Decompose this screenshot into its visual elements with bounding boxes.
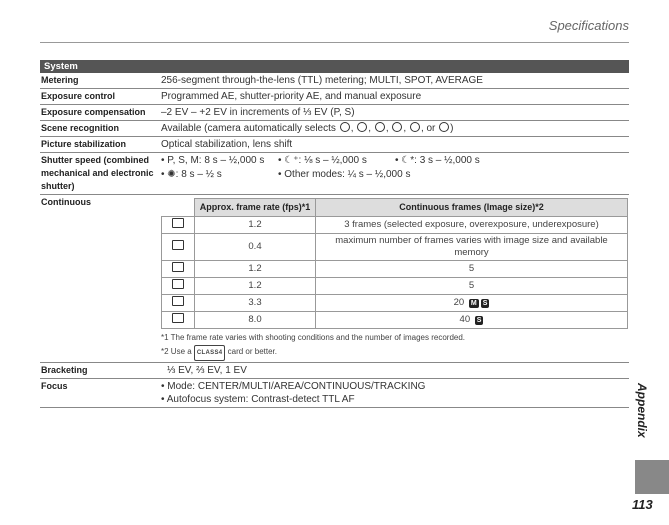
label: Scene recognition — [41, 123, 120, 133]
page-number: 113 — [632, 497, 653, 512]
label: Exposure control — [41, 91, 116, 101]
focus-mode: • Mode: CENTER/MULTI/AREA/CONTINUOUS/TRACKING — [161, 381, 426, 392]
row-scene-recognition — [40, 121, 629, 137]
size-badge-m: M — [470, 300, 477, 307]
frames: maximum number of frames varies with image size and available memory — [316, 234, 628, 261]
value — [159, 153, 629, 194]
row-bracketing — [40, 363, 629, 379]
rate: 1.2 — [195, 217, 316, 234]
scene-end: ) — [450, 123, 454, 134]
label: Bracketing — [41, 365, 88, 375]
label: Continuous — [41, 197, 91, 207]
table-row — [162, 312, 628, 329]
value: Optical stabilization, lens shift — [161, 139, 293, 150]
row-exposure-control — [40, 89, 629, 105]
value: Available (camera automatically selects , , , , , or ) — [161, 123, 454, 134]
rate: 1.2 — [195, 261, 316, 278]
row-exposure-compensation — [40, 105, 629, 121]
section-header: System — [40, 60, 629, 73]
spec-table — [40, 60, 629, 408]
frames: 3 frames (selected exposure, overexposure, underexposure) — [316, 217, 628, 234]
top-5-mode-icon — [172, 262, 184, 272]
label: Shutter speed (combined mechanical and electronic shutter) — [41, 155, 154, 191]
mode-header — [162, 199, 195, 217]
label: Exposure compensation — [41, 107, 146, 117]
size-badge-s: S — [476, 317, 482, 324]
scene-night-icon — [375, 122, 385, 132]
value: 256-segment through-the-lens (TTL) metering; MULTI, SPOT, AVERAGE — [161, 75, 483, 86]
scene-landscape-icon — [357, 122, 367, 132]
col-frames: Continuous frames (Image size)*2 — [316, 199, 628, 217]
size-badge-s: S — [482, 300, 488, 307]
row-shutter-speed — [40, 153, 629, 195]
frames: 5 — [316, 261, 628, 278]
table-row — [162, 278, 628, 295]
shutter-item: • Other modes: ¼ s – ½,000 s — [278, 169, 411, 180]
label: Focus — [41, 381, 68, 391]
value: ⅓ EV, ⅔ EV, 1 EV — [167, 365, 247, 376]
header-rule — [40, 42, 629, 43]
scene-prefix: Available (camera automatically selects — [161, 123, 336, 134]
continuous-table — [161, 198, 628, 329]
row-continuous — [40, 195, 629, 363]
footnote-2-post: card or better. — [227, 347, 277, 356]
table-row — [162, 295, 628, 312]
bracketing-mode-icon — [172, 218, 184, 228]
continuous-mode-icon — [172, 240, 184, 250]
rate: 1.2 — [195, 278, 316, 295]
value — [159, 195, 629, 362]
page-tab-block — [635, 460, 669, 494]
shutter-item: • P, S, M: 8 s – ½,000 s — [161, 155, 265, 166]
top-20-mode-icon — [172, 296, 184, 306]
scene-backlit-icon — [410, 122, 420, 132]
label: Picture stabilization — [41, 139, 127, 149]
footnotes — [161, 331, 629, 361]
page-header-title: Specifications — [548, 18, 629, 33]
table-header-row — [162, 199, 628, 217]
shutter-item: • ✺: 8 s – ½ s — [161, 169, 222, 180]
value: –2 EV – +2 EV in increments of ⅓ EV (P, S) — [161, 107, 355, 118]
final-5-mode-icon — [172, 279, 184, 289]
table-row — [162, 261, 628, 278]
rate: 3.3 — [195, 295, 316, 312]
sd-class-logo: CLASS4 — [194, 345, 225, 361]
frames: 20 — [453, 297, 465, 308]
scene-portrait-icon — [340, 122, 350, 132]
focus-af-system: • Autofocus system: Contrast-detect TTL AF — [161, 394, 355, 405]
frames: 40 — [459, 314, 471, 325]
frames: 5 — [316, 278, 628, 295]
row-metering — [40, 73, 629, 89]
shutter-item: • ☾*: 3 s – ½,000 s — [395, 155, 480, 166]
footnote-1: *1 The frame rate varies with shooting conditions and the number of images recorded. — [161, 333, 466, 342]
row-picture-stabilization — [40, 137, 629, 153]
col-frame-rate: Approx. frame rate (fps)*1 — [195, 199, 316, 217]
footnote-2 — [161, 345, 629, 361]
table-row — [162, 234, 628, 261]
value: Programmed AE, shutter-priority AE, and manual exposure — [161, 91, 422, 102]
appendix-tab-label: Appendix — [635, 383, 649, 438]
scene-auto-icon — [439, 122, 449, 132]
row-focus — [40, 379, 629, 408]
table-row — [162, 217, 628, 234]
rate: 8.0 — [195, 312, 316, 329]
shutter-item: • ☾⁺: ⅛ s – ½,000 s — [278, 155, 367, 166]
footnote-2-pre: *2 Use a — [161, 347, 192, 356]
rate: 0.4 — [195, 234, 316, 261]
scene-suffix: , or — [420, 123, 436, 134]
top-40-mode-icon — [172, 313, 184, 323]
scene-macro-icon — [392, 122, 402, 132]
value — [159, 379, 629, 407]
label: Metering — [41, 75, 79, 85]
